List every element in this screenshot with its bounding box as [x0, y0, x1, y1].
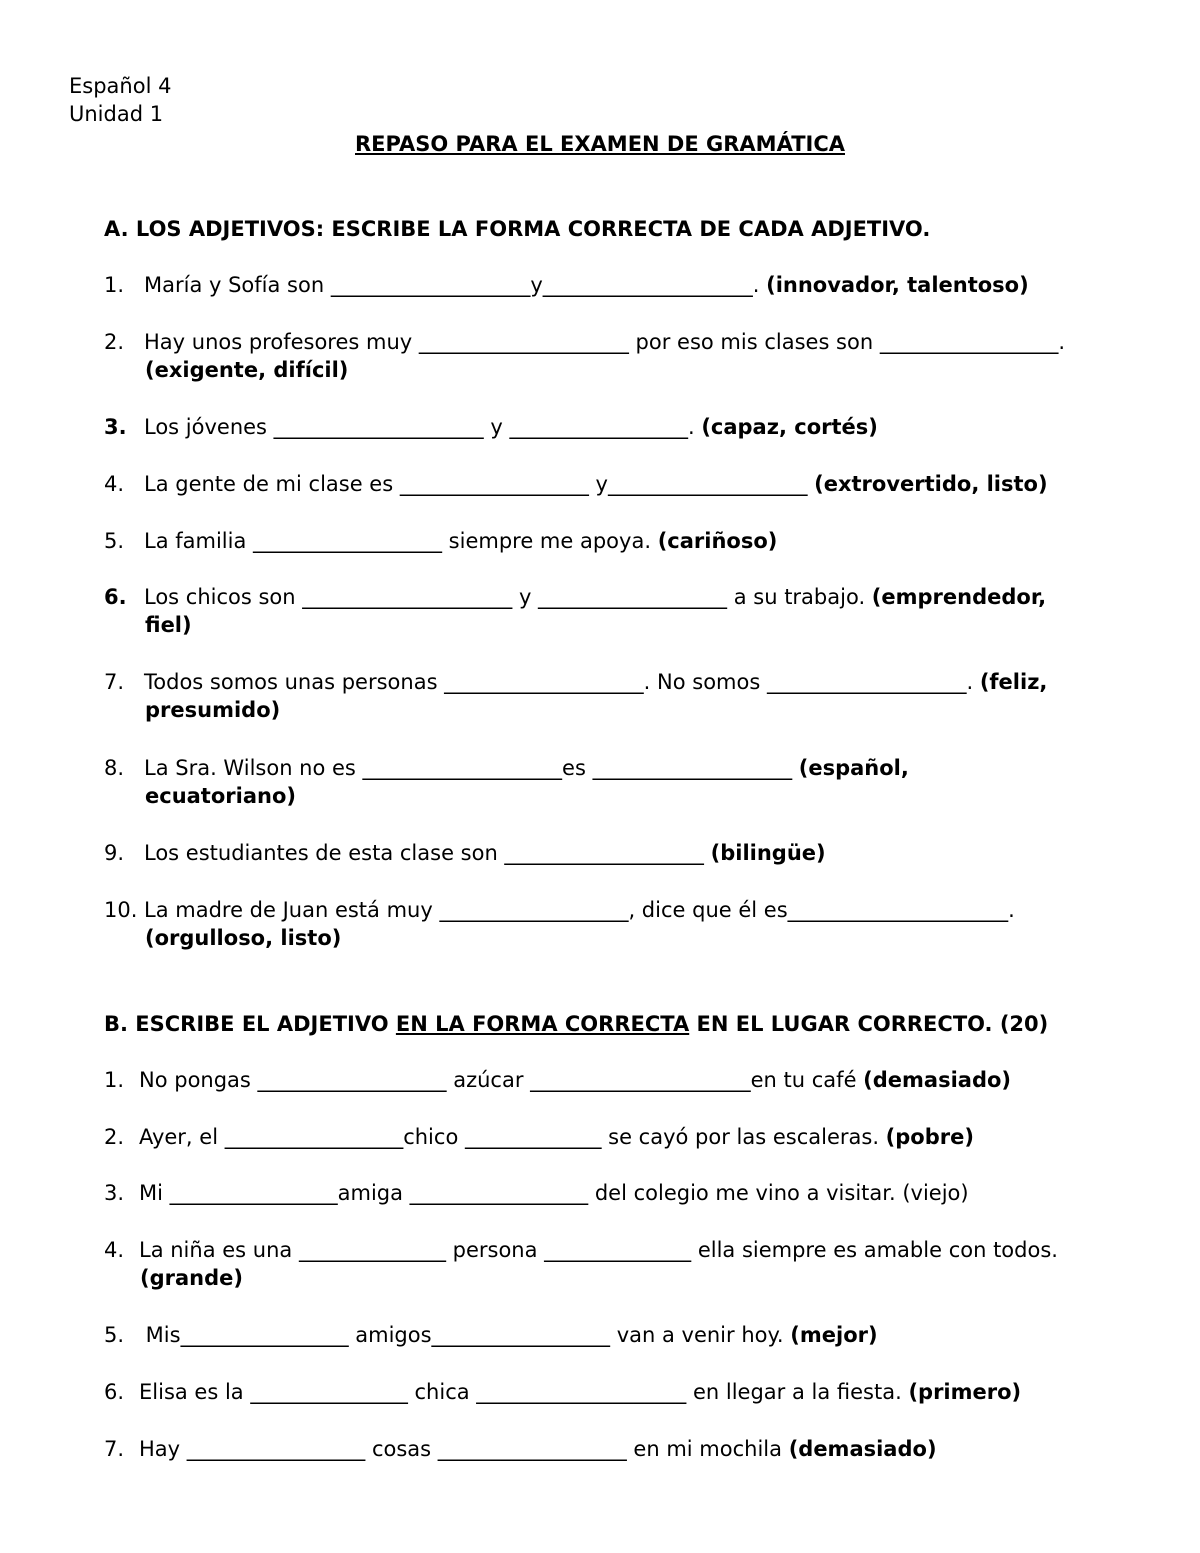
section-b-item-3	[104, 1179, 969, 1207]
section-b-heading-end: EN EL LUGAR CORRECTO. (20)	[689, 1012, 1049, 1036]
section-a-item-4	[104, 470, 1048, 498]
item-number: 3.	[104, 1181, 125, 1205]
item-number: 5.	[104, 1323, 125, 1347]
item-text: La Sra. Wilson no es ___________________es ___________________	[144, 756, 799, 780]
item-number: 8.	[104, 756, 125, 780]
unit-label: Unidad 1	[69, 102, 164, 126]
item-hint: (capaz, cortés)	[701, 415, 878, 439]
item-number: 3.	[104, 415, 127, 439]
item-hint: (primero)	[908, 1380, 1022, 1404]
item-number: 10.	[104, 898, 138, 922]
section-a-item-7	[104, 668, 1047, 724]
item-number: 1.	[104, 1068, 125, 1092]
course-name: Español 4	[69, 74, 172, 98]
item-number: 4.	[104, 472, 125, 496]
item-number: 6.	[104, 1380, 125, 1404]
item-hint: (orgulloso, listo)	[145, 926, 342, 950]
item-text: Elisa es la _______________ chica ____________________ en llegar a la fiesta.	[139, 1380, 909, 1404]
item-hint-continued: presumido)	[145, 698, 281, 722]
section-a-item-9	[104, 839, 826, 867]
item-hint: (grande)	[140, 1266, 243, 1290]
section-a-item-8	[104, 754, 909, 810]
item-text: La madre de Juan está muy __________________, dice que él es_____________________.	[144, 898, 1015, 922]
item-hint: (demasiado)	[788, 1437, 937, 1461]
item-hint: (feliz,	[979, 670, 1048, 694]
section-a-item-2	[104, 328, 1065, 384]
item-hint-continued: ecuatoriano)	[145, 784, 296, 808]
section-b-item-4	[104, 1236, 1058, 1292]
item-number: 9.	[104, 841, 125, 865]
item-hint: (extrovertido, listo)	[814, 472, 1048, 496]
item-text: No pongas __________________ azúcar _____________________en tu café	[139, 1068, 864, 1092]
item-hint: (exigente, difícil)	[145, 358, 349, 382]
item-text: La niña es una ______________ persona ______________ ella siempre es amable con todos.	[139, 1238, 1058, 1262]
section-b-heading-emphasis: EN LA FORMA CORRECTA	[395, 1012, 690, 1036]
item-text: La familia __________________ siempre me apoya.	[144, 529, 658, 553]
section-a-item-3	[104, 413, 878, 441]
page-title: REPASO PARA EL EXAMEN DE GRAMÁTICA	[355, 132, 845, 156]
item-text: Todos somos unas personas ___________________. No somos ___________________.	[144, 670, 980, 694]
item-hint: (mejor)	[790, 1323, 878, 1347]
item-hint: (innovador, talentoso)	[766, 273, 1029, 297]
section-a-item-5	[104, 527, 777, 555]
item-text: Los chicos son ____________________ y __________________ a su trabajo.	[144, 585, 872, 609]
section-a-heading: A. LOS ADJETIVOS: ESCRIBE LA FORMA CORRECTA DE CADA ADJETIVO.	[104, 217, 931, 241]
item-hint: (demasiado)	[863, 1068, 1012, 1092]
item-hint: (viejo)	[902, 1181, 969, 1205]
item-number: 5.	[104, 529, 125, 553]
item-hint-continued: fiel)	[145, 613, 192, 637]
section-b-item-6	[104, 1378, 1021, 1406]
item-number: 7.	[104, 670, 125, 694]
section-a-item-10	[104, 896, 1015, 952]
item-number: 1.	[104, 273, 125, 297]
item-text: Mis________________ amigos_________________ van a venir hoy.	[139, 1323, 791, 1347]
item-number: 2.	[104, 1125, 125, 1149]
item-text: Los estudiantes de esta clase son ___________________	[144, 841, 711, 865]
item-number: 4.	[104, 1238, 125, 1262]
item-number: 6.	[104, 585, 127, 609]
section-b-item-1	[104, 1066, 1011, 1094]
item-text: María y Sofía son ___________________y____________________.	[144, 273, 767, 297]
item-text: Hay unos profesores muy ____________________ por eso mis clases son _________________.	[144, 330, 1066, 354]
section-a-item-1	[104, 271, 1029, 299]
item-text: Los jóvenes ____________________ y _________________.	[144, 415, 702, 439]
section-b-heading-start: B. ESCRIBE EL ADJETIVO	[104, 1012, 396, 1036]
item-text: La gente de mi clase es __________________ y___________________	[144, 472, 815, 496]
section-a-item-6	[104, 583, 1046, 639]
item-number: 7.	[104, 1437, 125, 1461]
item-hint: (español,	[798, 756, 909, 780]
item-text: Mi ________________amiga _________________ del colegio me vino a visitar.	[139, 1181, 903, 1205]
item-hint: (bilingüe)	[710, 841, 826, 865]
section-b-heading	[104, 1010, 1048, 1038]
item-hint: (pobre)	[885, 1125, 974, 1149]
section-b-item-7	[104, 1435, 937, 1463]
item-text: Ayer, el _________________chico _____________ se cayó por las escaleras.	[139, 1125, 886, 1149]
item-text: Hay _________________ cosas __________________ en mi mochila	[139, 1437, 789, 1461]
section-b-item-5	[104, 1321, 878, 1349]
item-number: 2.	[104, 330, 125, 354]
item-hint: (cariñoso)	[657, 529, 778, 553]
item-hint: (emprendedor,	[871, 585, 1047, 609]
section-b-item-2	[104, 1123, 974, 1151]
